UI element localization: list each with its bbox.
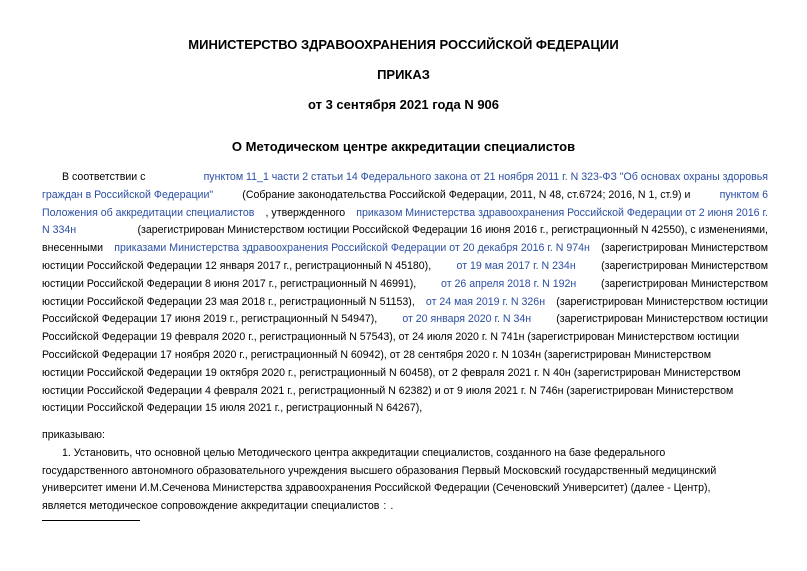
preamble-line xyxy=(42,169,768,187)
item-1-line xyxy=(42,480,768,498)
item-1-text: является методическое сопровождение аккредитации специалистов xyxy=(42,500,380,513)
preamble-text: (зарегистрирован Министерством юстиции Российской Федерации 16 июня 2016 г., регистрационный N 42550), с изменениями, xyxy=(137,224,768,237)
preamble-text: (зарегистрирован Министерством xyxy=(601,277,768,290)
accreditation-regulation-link[interactable]: Положения об аккредитации специалистов xyxy=(42,206,255,219)
item-1-text: 1. Установить, что основной целью Методического центра аккредитации специалистов, созданного на базе федерального xyxy=(62,446,666,459)
law-323-fz-link-cont[interactable]: граждан в Российской Федерации" xyxy=(42,188,214,201)
order-234n-link[interactable]: от 19 мая 2017 г. N 234н xyxy=(456,259,576,272)
preamble-text: (зарегистрирован Министерством юстиции xyxy=(556,295,768,308)
preamble-text: юстиции Российской Федерации 19 октября 2020 г., регистрационный N 60458), от 2 февраля 2021 г. N 40н (зарегистрирован Министерством xyxy=(42,366,741,379)
item-1-text: университет имени И.М.Сеченова Министерства здравоохранения Российской Федерации (Сеченовский Университет) (далее - Центр), xyxy=(42,482,711,495)
order-verb: приказываю: xyxy=(42,429,105,441)
preamble-line xyxy=(42,400,768,418)
preamble-text: юстиции Российской Федерации 12 января 2017 г., регистрационный N 45180), xyxy=(42,259,432,272)
document-subject: О Методическом центре аккредитации специалистов xyxy=(231,139,576,154)
ministry-heading: МИНИСТЕРСТВО ЗДРАВООХРАНЕНИЯ РОССИЙСКОЙ ФЕДЕРАЦИИ xyxy=(188,37,619,52)
preamble-line xyxy=(42,276,768,294)
order-334n-link[interactable]: приказом Министерства здравоохранения Российской Федерации от 2 июня 2016 г. xyxy=(356,206,768,219)
order-974n-link[interactable]: приказами Министерства здравоохранения Российской Федерации от 20 декабря 2016 г. N 974н xyxy=(114,242,590,255)
preamble-text: Российской Федерации 19 февраля 2020 г., регистрационный N 57543), от 24 июля 2020 г. N 741н (зарегистрирован Министерством юстиции xyxy=(42,331,740,344)
order-334n-link-cont[interactable]: N 334н xyxy=(42,224,77,237)
preamble-text: Российской Федерации 17 ноября 2020 г., регистрационный N 60942), от 28 сентября 2020 г. N 1034н (зарегистрирован Министерством xyxy=(42,348,711,361)
preamble-line xyxy=(42,222,768,240)
point-6-link[interactable]: пунктом 6 xyxy=(719,188,768,201)
preamble-text: юстиции Российской Федерации 4 февраля 2021 г., регистрационный N 62382) и от 9 июля 2021 г. N 746н (зарегистрирован Министерством xyxy=(42,384,734,397)
preamble-line xyxy=(42,187,768,205)
preamble-paragraph xyxy=(42,169,768,418)
preamble-line xyxy=(42,383,768,401)
order-section xyxy=(42,427,768,516)
document-date-number: от 3 сентября 2021 года N 906 xyxy=(307,97,500,112)
item-1-end: . xyxy=(390,500,394,513)
preamble-text: В соответствии с xyxy=(62,171,146,183)
preamble-line xyxy=(42,347,768,365)
item-1-line xyxy=(42,463,768,481)
preamble-line xyxy=(42,240,768,258)
preamble-line xyxy=(42,294,768,312)
preamble-text: (зарегистрирован Министерством xyxy=(601,242,768,255)
item-1-line xyxy=(42,445,768,463)
preamble-line xyxy=(42,329,768,347)
preamble-line xyxy=(42,311,768,329)
preamble-text: юстиции Российской Федерации 15 июля 2021 г., регистрационный N 64267), xyxy=(42,402,423,415)
preamble-text: , утвержденного xyxy=(265,206,346,219)
order-192n-link[interactable]: от 26 апреля 2018 г. N 192н xyxy=(441,277,577,290)
document-type: ПРИКАЗ xyxy=(377,67,430,82)
preamble-line xyxy=(42,365,768,383)
law-323-fz-link[interactable]: пунктом 11_1 части 2 статьи 14 Федерального закона от 21 ноября 2011 г. N 323-ФЗ "Об основах охраны здоровья xyxy=(203,171,768,183)
footnote-separator xyxy=(42,520,140,521)
preamble-text: юстиции Российской Федерации 23 мая 2018 г., регистрационный N 51153), xyxy=(42,295,415,308)
preamble-text: внесенными xyxy=(42,242,104,255)
preamble-text: (зарегистрирован Министерством юстиции xyxy=(556,313,768,326)
preamble-line xyxy=(42,205,768,223)
preamble-text: юстиции Российской Федерации 8 июня 2017 г., регистрационный N 46991), xyxy=(42,277,417,290)
item-1-text: государственного автономного образовательного учреждения высшего образования Первый Московский государственный медицинский xyxy=(42,464,717,477)
preamble-text: (зарегистрирован Министерством xyxy=(601,259,768,272)
order-verb-line xyxy=(42,427,768,445)
preamble-text: (Собрание законодательства Российской Федерации, 2011, N 48, ст.6724; 2016, N 1, ст.9) и xyxy=(242,188,691,201)
order-34n-link[interactable]: от 20 января 2020 г. N 34н xyxy=(402,313,532,326)
item-1-line xyxy=(42,498,768,516)
footnote-marker: : xyxy=(383,500,387,513)
order-326n-link[interactable]: от 24 мая 2019 г. N 326н xyxy=(425,295,546,308)
preamble-text: Российской Федерации 17 июня 2019 г., регистрационный N 54947), xyxy=(42,313,378,326)
preamble-line xyxy=(42,258,768,276)
